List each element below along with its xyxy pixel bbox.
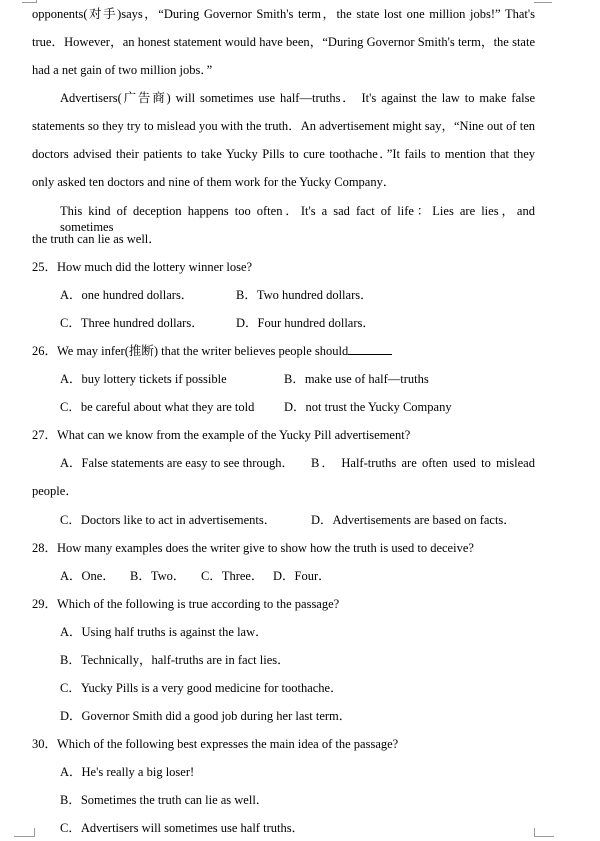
passage-line: statements so they try to mislead you with the truth．An advertisement might say，“Nine out of ten (32, 119, 535, 133)
option-d: D．Advertisements are based on facts． (311, 513, 516, 527)
question-stem-text: 26．We may infer(推断) that the writer believes people should (32, 344, 349, 358)
option-a: A．Using half truths is against the law． (60, 625, 268, 639)
option-a: A．He's really a big loser! (60, 765, 195, 779)
passage-line: had a net gain of two million jobs．” (32, 63, 213, 77)
corner-mark-bottom-right (534, 836, 554, 837)
passage-line: Advertisers(广告商) will sometimes use half—truths． It's against the law to make false (60, 91, 535, 105)
option-c: C．Three hundred dollars． (60, 316, 204, 330)
option-b: B．make use of half—truths (284, 372, 429, 386)
question-stem: 28．How many examples does the writer give to show how the truth is used to deceive? (32, 541, 474, 555)
option-b: B． Half-truths are often used to mislead (311, 456, 535, 470)
passage-line: opponents(对手)says，“During Governor Smith's term，the state lost one million jobs!” That's (32, 7, 535, 21)
answer-blank (348, 343, 392, 355)
option-c: C．Yucky Pills is a very good medicine for toothache． (60, 681, 343, 695)
option-a: A．buy lottery tickets if possible (60, 372, 227, 386)
question-stem: 30．Which of the following best expresses the main idea of the passage? (32, 737, 399, 751)
corner-mark-top-right (534, 2, 552, 3)
question-stem (32, 343, 392, 359)
passage-line: doctors advised their patients to take Yucky Pills to cure toothache．”It fails to mention that they (32, 147, 535, 161)
option-d: D．Four． (273, 569, 331, 583)
corner-mark-bottom-left-v (34, 828, 35, 837)
option-a: A．one hundred dollars． (60, 288, 194, 302)
option-c: C．be careful about what they are told (60, 400, 255, 414)
option-d: D．Four hundred dollars． (236, 316, 375, 330)
corner-mark-top-left-v (36, 0, 37, 3)
option-b: B．Two． (130, 569, 186, 583)
option-c: C．Three． (201, 569, 264, 583)
passage-line: This kind of deception happens too often．It's a sad fact of life：Lies are lies，and sometimes (60, 204, 535, 234)
corner-mark-bottom-right-v (534, 828, 535, 837)
option-b: B．Technically，half-truths are in fact lies． (60, 653, 290, 667)
question-stem: 27．What can we know from the example of the Yucky Pill advertisement? (32, 428, 411, 442)
option-b: B．Two hundred dollars． (236, 288, 373, 302)
option-d: D．Governor Smith did a good job during her last term． (60, 709, 352, 723)
passage-line: the truth can lie as well． (32, 232, 161, 246)
question-stem: 29．Which of the following is true according to the passage? (32, 597, 340, 611)
option-b: B．Sometimes the truth can lie as well． (60, 793, 269, 807)
question-stem: 25．How much did the lottery winner lose? (32, 260, 253, 274)
passage-line: only asked ten doctors and nine of them work for the Yucky Company． (32, 175, 396, 189)
corner-mark-bottom-left (14, 836, 34, 837)
option-a: A．False statements are easy to see through． (60, 456, 294, 470)
option-c: C．Doctors like to act in advertisements． (60, 513, 277, 527)
passage-line: true．However，an honest statement would have been，“During Governor Smith's term，the state (32, 35, 535, 49)
option-d: D．not trust the Yucky Company (284, 400, 452, 414)
option-c: C．Advertisers will sometimes use half truths． (60, 821, 305, 835)
option-b-continued: people． (32, 484, 78, 498)
corner-mark-top-left (22, 2, 36, 3)
option-a: A．One． (60, 569, 115, 583)
